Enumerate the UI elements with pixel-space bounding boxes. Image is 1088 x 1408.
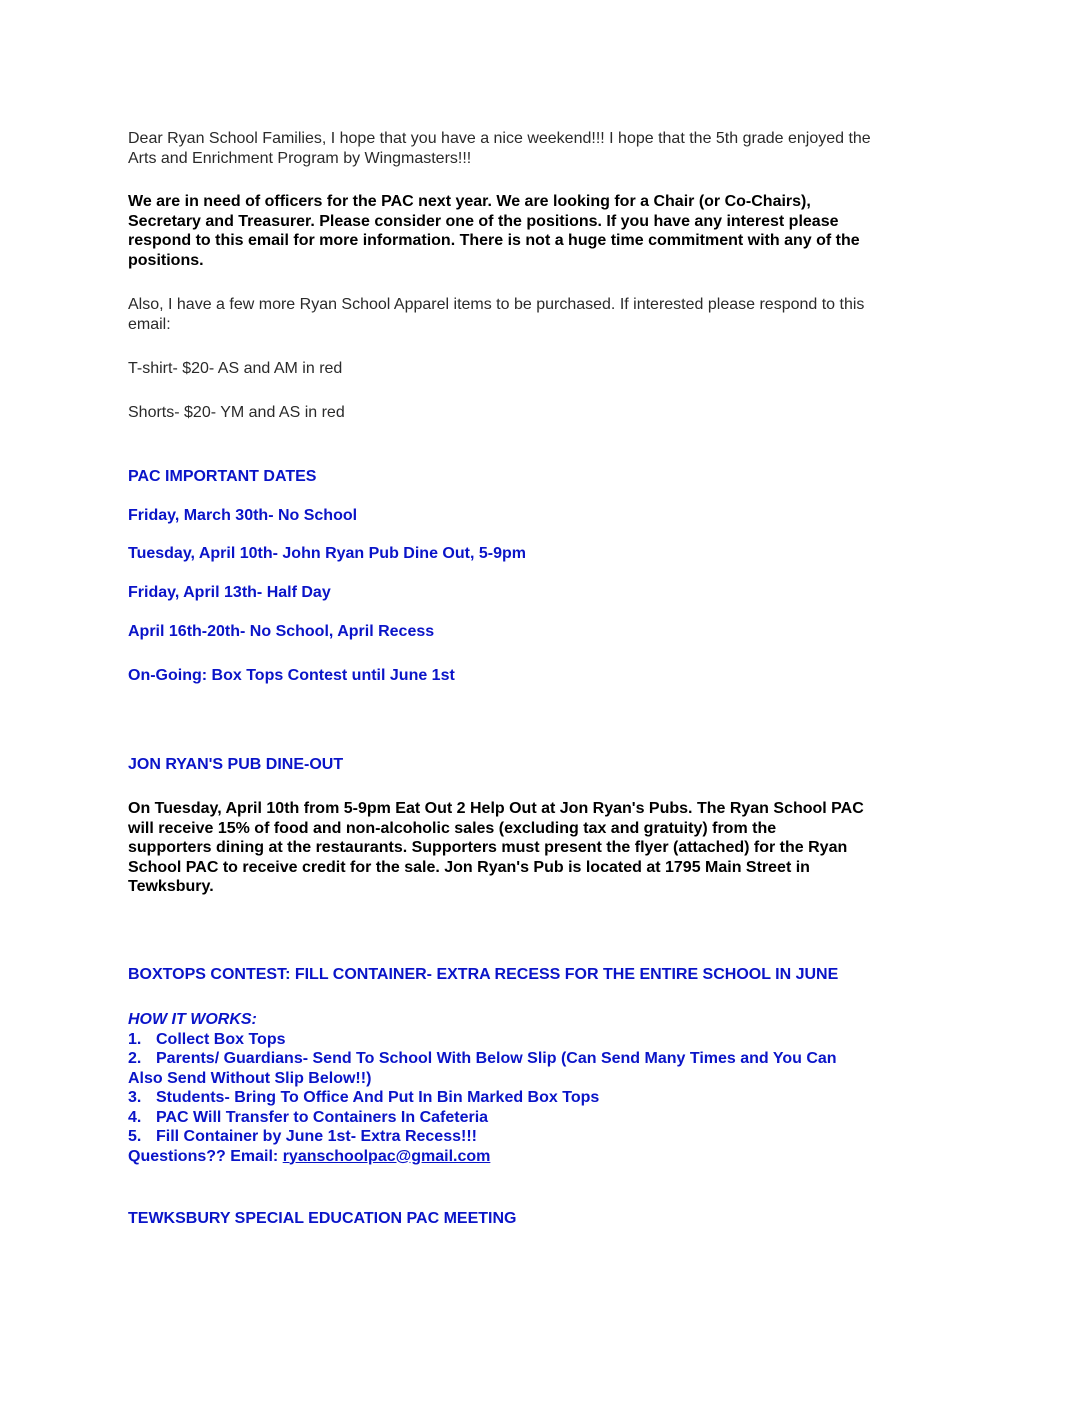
step-text: Parents/ Guardians- Send To School With Below Slip (Can Send Many Times and You Can bbox=[156, 1050, 837, 1067]
step-item bbox=[128, 1030, 928, 1050]
step-item bbox=[128, 1088, 928, 1108]
dine-out-heading: JON RYAN'S PUB DINE-OUT bbox=[128, 756, 344, 773]
step-item bbox=[128, 1049, 928, 1069]
dine-out-paragraph bbox=[128, 799, 928, 897]
step-item bbox=[128, 1127, 928, 1147]
date-item: On-Going: Box Tops Contest until June 1st bbox=[128, 667, 455, 684]
officers-line: respond to this email for more information. There is not a huge time commitment with any of the bbox=[128, 232, 860, 249]
step-number: 1. bbox=[128, 1030, 142, 1048]
step-number: 3. bbox=[128, 1089, 142, 1106]
step-text: PAC Will Transfer to Containers In Cafeteria bbox=[156, 1108, 489, 1126]
intro-paragraph bbox=[128, 129, 928, 168]
boxtops-how-it-works bbox=[128, 1010, 928, 1166]
step-text: Also Send Without Slip Below!!) bbox=[128, 1069, 372, 1087]
step-number: 4. bbox=[128, 1108, 142, 1126]
apparel-tshirt: T-shirt- $20- AS and AM in red bbox=[128, 360, 343, 377]
officers-line: Secretary and Treasurer. Please consider one of the positions. If you have any interest please bbox=[128, 212, 839, 230]
email-link[interactable]: ryanschoolpac@gmail.com bbox=[282, 1147, 491, 1165]
apparel-paragraph bbox=[128, 295, 928, 334]
step-item bbox=[128, 1069, 928, 1089]
step-number: 2. bbox=[128, 1050, 142, 1067]
step-text: Students- Bring To Office And Put In Bin Marked Box Tops bbox=[156, 1089, 600, 1106]
apparel-line: Also, I have a few more Ryan School Apparel items to be purchased. If interested please respond to this bbox=[128, 296, 865, 313]
questions-line bbox=[128, 1147, 928, 1167]
dine-out-line: supporters dining at the restaurants. Supporters must present the flyer (attached) for the Ryan bbox=[128, 839, 848, 856]
intro-line: Arts and Enrichment Program by Wingmasters!!! bbox=[128, 149, 472, 167]
officers-paragraph bbox=[128, 192, 928, 270]
date-item: Tuesday, April 10th- John Ryan Pub Dine Out, 5-9pm bbox=[128, 545, 526, 562]
dine-out-line: will receive 15% of food and non-alcoholic sales (excluding tax and gratuity) from the bbox=[128, 819, 777, 837]
date-item: Friday, April 13th- Half Day bbox=[128, 584, 331, 601]
date-item: April 16th-20th- No School, April Recess bbox=[128, 623, 435, 640]
officers-line: We are in need of officers for the PAC next year. We are looking for a Chair (or Co-Chairs), bbox=[128, 193, 811, 210]
sped-heading: TEWKSBURY SPECIAL EDUCATION PAC MEETING bbox=[128, 1210, 517, 1227]
apparel-shorts: Shorts- $20- YM and AS in red bbox=[128, 404, 345, 421]
step-item bbox=[128, 1108, 928, 1128]
officers-line: positions. bbox=[128, 251, 204, 269]
how-it-works-label: HOW IT WORKS: bbox=[128, 1011, 257, 1028]
dine-out-line: On Tuesday, April 10th from 5-9pm Eat Out 2 Help Out at Jon Ryan's Pubs. The Ryan School PAC bbox=[128, 800, 864, 817]
step-text: Fill Container by June 1st- Extra Recess!!! bbox=[156, 1128, 477, 1145]
step-text: Collect Box Tops bbox=[156, 1030, 286, 1048]
dine-out-line: School PAC to receive credit for the sale. Jon Ryan's Pub is located at 1795 Main Street in bbox=[128, 858, 810, 876]
apparel-line: email: bbox=[128, 315, 171, 333]
boxtops-heading: BOXTOPS CONTEST: FILL CONTAINER- EXTRA RECESS FOR THE ENTIRE SCHOOL IN JUNE bbox=[128, 966, 839, 983]
date-item: Friday, March 30th- No School bbox=[128, 507, 358, 524]
dine-out-line: Tewksbury. bbox=[128, 878, 214, 895]
important-dates-heading: PAC IMPORTANT DATES bbox=[128, 468, 317, 485]
step-number: 5. bbox=[128, 1128, 142, 1145]
intro-line: Dear Ryan School Families, I hope that you have a nice weekend!!! I hope that the 5th grade enjoyed the bbox=[128, 130, 871, 147]
questions-label: Questions?? Email: bbox=[128, 1147, 283, 1165]
